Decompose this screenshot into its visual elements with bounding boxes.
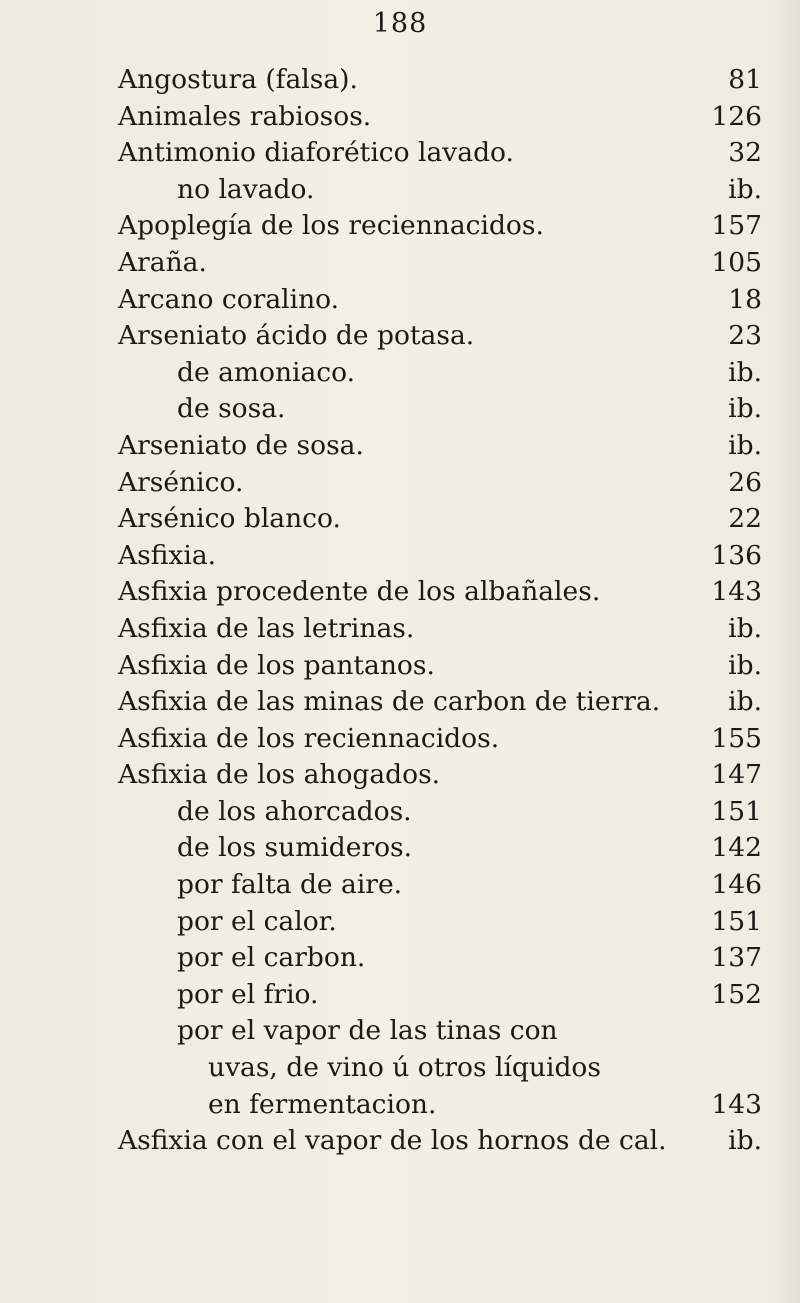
index-page-ref: 23 (728, 320, 762, 352)
index-entry (0, 977, 800, 1014)
index-entry (0, 391, 800, 428)
index-term: de los ahorcados. (177, 795, 412, 827)
index-entry (0, 1087, 800, 1124)
index-entry (0, 904, 800, 941)
index-page-ref: ib. (728, 429, 762, 461)
index-term: de amoniaco. (177, 356, 356, 388)
index-page-ref: 81 (728, 64, 762, 95)
index-page-ref: 22 (728, 503, 762, 535)
index-term: en fermentacion. (208, 1088, 437, 1120)
index-term: por falta de aire. (177, 869, 403, 901)
index-entry (0, 757, 800, 794)
index-page-ref: 137 (711, 942, 762, 974)
index-page-ref: 151 (711, 905, 762, 937)
index-entry (0, 648, 800, 685)
index-term: Asfixia de los pantanos. (118, 649, 435, 681)
index-term: Araña. (118, 246, 207, 278)
index-page-ref: 143 (711, 576, 762, 608)
index-entry (0, 721, 800, 758)
index-page-ref: 152 (711, 978, 762, 1010)
index-entry (0, 684, 800, 721)
index-entry (0, 99, 800, 136)
index-term: Asfixia de los ahogados. (118, 759, 441, 791)
index-term: uvas, de vino ú otros líquidos (208, 1052, 601, 1084)
index-entry (0, 355, 800, 392)
index-page-ref: ib. (728, 173, 762, 205)
index-term: Arseniato ácido de potasa. (118, 320, 475, 352)
index-entry (0, 135, 800, 172)
index-term: de los sumideros. (177, 832, 413, 864)
index-entry (0, 940, 800, 977)
index-list (0, 62, 800, 1160)
index-page-ref: 105 (711, 246, 762, 278)
index-page-ref: 126 (711, 100, 762, 132)
index-entry (0, 1123, 800, 1160)
index-term: por el carbon. (177, 942, 366, 974)
index-page-ref: 142 (711, 832, 762, 864)
index-page-ref: 147 (711, 759, 762, 791)
index-term: Arseniato de sosa. (118, 429, 364, 461)
index-page-ref: ib. (728, 686, 762, 718)
index-term: Angostura (falsa). (118, 64, 358, 95)
index-term: Arsénico blanco. (118, 503, 341, 535)
index-term: Asfixia de las letrinas. (118, 612, 415, 644)
index-entry (0, 574, 800, 611)
index-term: Animales rabiosos. (118, 100, 372, 132)
index-page-ref: ib. (728, 356, 762, 388)
index-entry (0, 245, 800, 282)
index-page-ref: ib. (728, 393, 762, 425)
index-term: por el calor. (177, 905, 337, 937)
index-entry (0, 830, 800, 867)
index-entry (0, 208, 800, 245)
index-entry (0, 1013, 800, 1050)
index-page-ref: ib. (728, 1125, 762, 1157)
index-page-ref: 151 (711, 795, 762, 827)
index-term: Asfixia con el vapor de los hornos de cal. (118, 1125, 667, 1157)
index-term: por el vapor de las tinas con (177, 1015, 558, 1047)
index-entry (0, 318, 800, 355)
index-page-ref: 155 (711, 722, 762, 754)
index-entry (0, 794, 800, 831)
index-term: Antimonio diaforético lavado. (118, 137, 514, 169)
index-term: Apoplegía de los reciennacidos. (118, 210, 544, 242)
index-page-ref: ib. (728, 649, 762, 681)
index-term: Asfixia. (118, 539, 217, 571)
index-term: por el frio. (177, 978, 319, 1010)
index-entry (0, 867, 800, 904)
index-page-ref: 146 (711, 869, 762, 901)
index-page-ref: 26 (728, 466, 762, 498)
index-term: de sosa. (177, 393, 286, 425)
index-term: Arsénico. (118, 466, 244, 498)
page-number: 188 (372, 8, 428, 39)
index-entry (0, 538, 800, 575)
index-term: Asfixia de las minas de carbon de tierra. (118, 686, 661, 718)
index-entry (0, 611, 800, 648)
index-term: no lavado. (177, 173, 315, 205)
index-entry (0, 172, 800, 209)
index-term: Asfixia procedente de los albañales. (118, 576, 601, 608)
index-page-ref: ib. (728, 612, 762, 644)
index-entry (0, 428, 800, 465)
index-page-ref: 143 (711, 1088, 762, 1120)
index-entry (0, 501, 800, 538)
index-entry (0, 1050, 800, 1087)
index-page-ref: 18 (728, 283, 762, 315)
index-entry (0, 282, 800, 319)
index-entry (0, 62, 800, 99)
index-page-ref: 32 (728, 137, 762, 169)
index-page-ref: 157 (711, 210, 762, 242)
index-entry (0, 465, 800, 502)
index-page-ref: 136 (711, 539, 762, 571)
index-term: Asfixia de los reciennacidos. (118, 722, 500, 754)
index-term: Arcano coralino. (118, 283, 340, 315)
